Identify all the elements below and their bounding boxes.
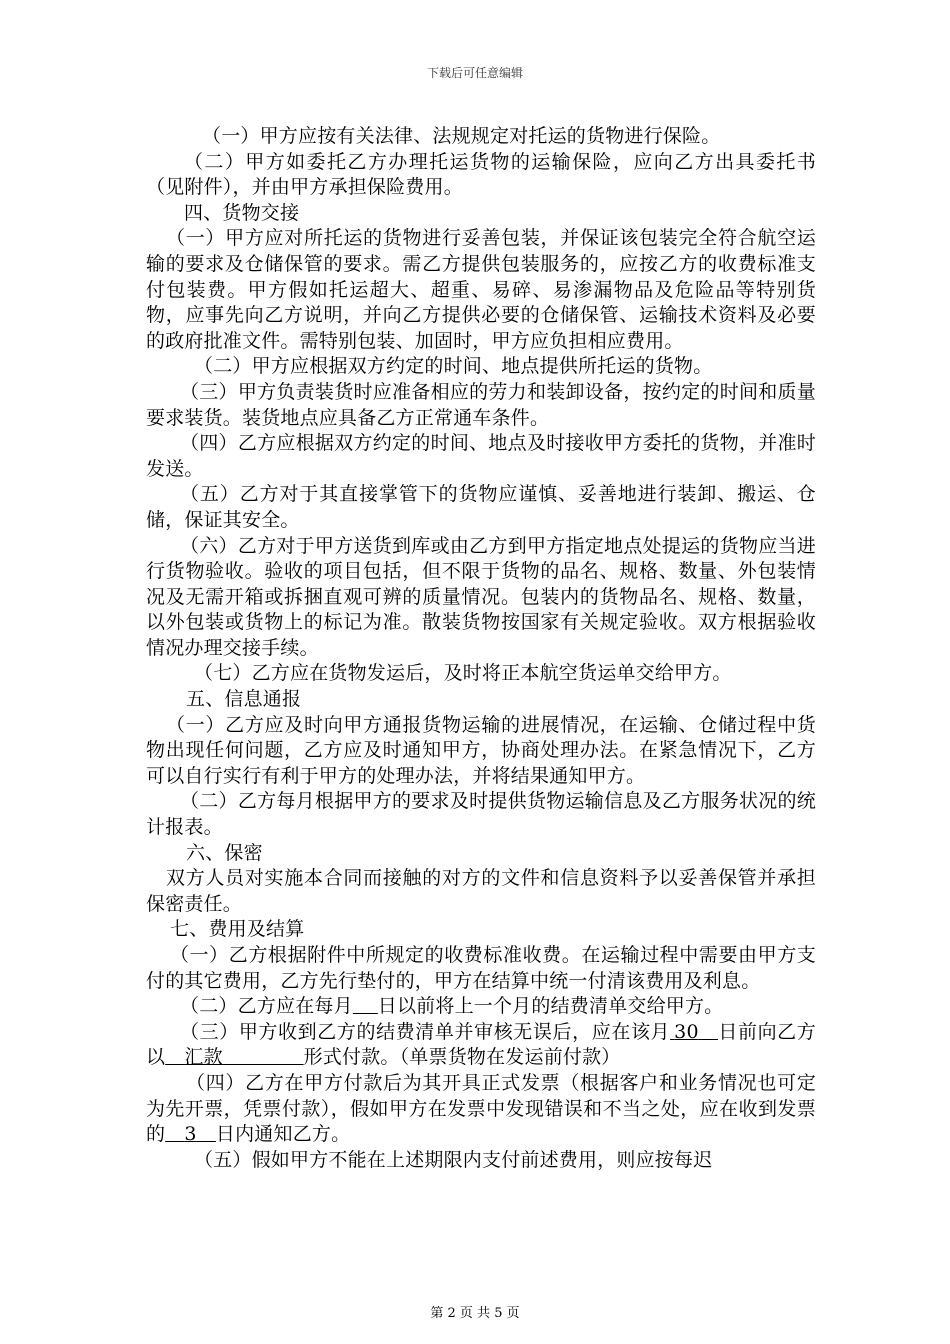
- monthly-day-blank: [353, 995, 378, 1017]
- paragraph-fees-2: [146, 994, 816, 1020]
- paragraph-confidentiality: 双方人员对实施本合同而接触的对方的文件和信息资料予以妥善保管并承担保密责任。: [146, 867, 816, 915]
- paragraph-insurance-2: （二）甲方如委托乙方办理托运货物的运输保险，应向乙方出具委托书（见附件），并由甲方承担保险费用。: [146, 150, 816, 199]
- page-header: 下载后可任意编辑: [426, 66, 523, 80]
- paragraph-fees-1: （一）乙方根据附件中所规定的收费标准收费。在运输过程中需要由甲方支付的其它费用，乙方先行垫付的，甲方在结算中统一付清该费用及利息。: [146, 944, 816, 992]
- paragraph-information-2: （二）乙方每月根据甲方的要求及时提供货物运输信息及乙方服务状况的统计报表。: [146, 790, 816, 839]
- paragraph-information-1: （一）乙方应及时向甲方通报货物运输的进展情况，在运输、仓储过程中货物出现任何问题，乙方应及时通知甲方，协商处理办法。在紧急情况下，乙方可以自行实行有利于甲方的处理办法，并将结果通知甲方。: [146, 713, 816, 787]
- paragraph-handover-5: （五）乙方对于其直接掌管下的货物应谨慎、妥善地进行装卸、搬运、仓储，保证其安全。: [146, 483, 816, 531]
- notify-days-value: 3: [184, 1123, 197, 1146]
- payment-method-value: 汇款: [184, 1046, 223, 1069]
- paragraph-insurance-1: （一）甲方应按有关法律、法规规定对托运的货物进行保险。: [202, 125, 721, 147]
- paragraph-fees-5: （五）假如甲方不能在上述期限内支付前述费用，则应按每迟: [194, 1148, 713, 1171]
- paragraph-fees-3: [146, 1020, 816, 1071]
- payment-day-value: 30: [674, 1020, 699, 1043]
- payment-method-field: [165, 1046, 303, 1068]
- page-footer: 第 2 页 共 5 页: [430, 1306, 520, 1321]
- fees-3-after: 形式付款。（单票货物在发运前付款）: [303, 1046, 621, 1069]
- fees-2-after: 日以前将上一个月的结费清单交给甲方。: [377, 995, 724, 1018]
- fees-2-before: （二）乙方应在每月: [180, 995, 353, 1018]
- fees-4-before: （四）乙方在甲方付款后为其开具正式发票（根据客户和业务情况也可定为先开票，凭票付款），假如甲方在发票中发现错误和不当之处，应在收到发票的: [146, 1071, 816, 1146]
- paragraph-handover-1: （一）甲方应对所托运的货物进行妥善包装，并保证该包装完全符合航空运输的要求及仓储保管的要求。需乙方提供包装服务的，应按乙方的收费标准支付包装费。甲方假如托运超大、超重、易碎、易渗漏物品及危险品等特别货物，应事先向乙方说明，并向乙方提供必要的仓储保管、运输技术资料及必要的政府批准文件。需特别包装、加固时，甲方应负担相应费用。: [146, 227, 816, 352]
- section-heading-fees: 七、费用及结算: [170, 918, 305, 941]
- section-heading-confidentiality: 六、保密: [186, 841, 263, 864]
- paragraph-handover-6: （六）乙方对于甲方送货到库或由乙方到甲方指定地点处提运的货物应当进行货物验收。验收的项目包括，但不限于货物的品名、规格、数量、外包装情况及无需开箱或拆捆直观可辨的质量情况。包装内的货物品名、规格、数量，以外包装或货物上的标记为准。散装货物按国家有关规定验收。双方根据验收情况办理交接手续。: [146, 534, 816, 659]
- paragraph-handover-4: （四）乙方应根据双方约定的时间、地点及时接收甲方委托的货物，并准时发送。: [146, 432, 816, 480]
- document-body: [146, 124, 816, 1173]
- paragraph-handover-3: （三）甲方负责装货时应准备相应的劳力和装卸设备，按约定的时间和质量要求装货。装货地点应具备乙方正常通车条件。: [146, 380, 816, 429]
- paragraph-handover-2: （二）甲方应根据双方约定的时间、地点提供所托运的货物。: [194, 355, 713, 378]
- payment-day-field: [670, 1021, 718, 1043]
- paragraph-handover-7: （七）乙方应在货物发运后，及时将正本航空货运单交给甲方。: [194, 662, 732, 685]
- fees-3-mid: 日前向乙方以: [146, 1020, 816, 1069]
- notify-days-field: [165, 1123, 216, 1145]
- fees-4-after: 日内通知乙方。: [215, 1123, 351, 1146]
- fees-3-before: （三）甲方收到乙方的结费清单并审核无误后，应在该月: [180, 1020, 671, 1043]
- section-heading-handover: 四、货物交接: [184, 201, 300, 224]
- paragraph-fees-4: [146, 1071, 816, 1148]
- section-heading-information: 五、信息通报: [186, 688, 302, 711]
